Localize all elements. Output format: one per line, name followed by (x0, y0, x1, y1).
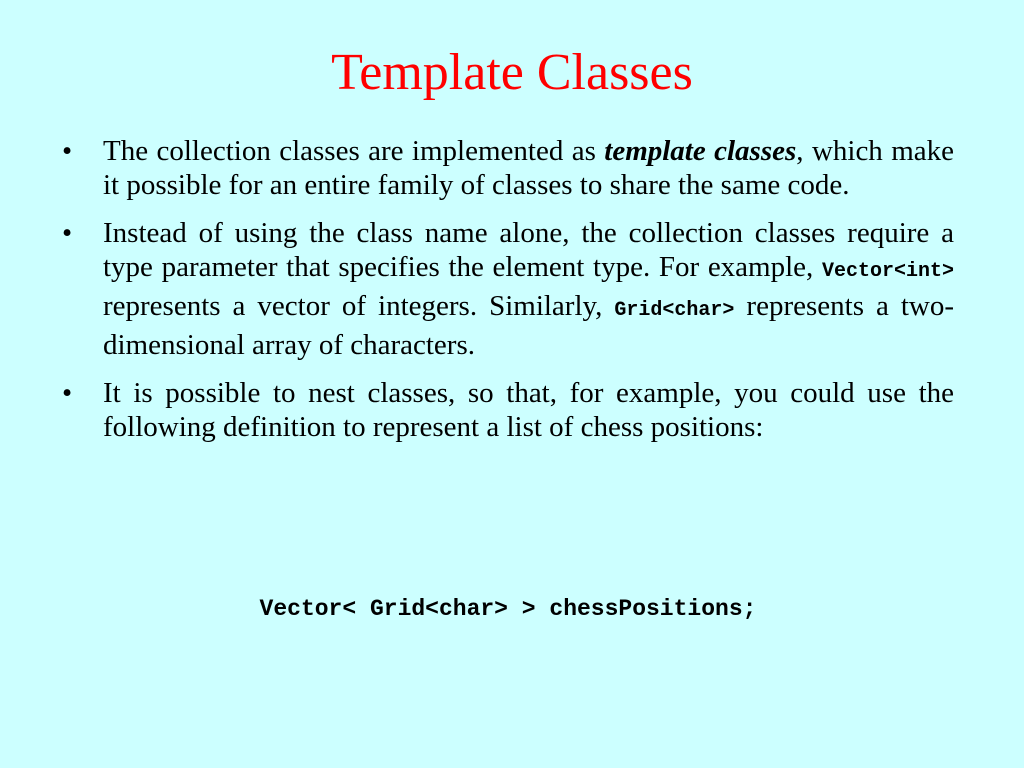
code-example: Vector< Grid<char> > chessPositions; (259, 596, 757, 622)
bullet-item (62, 376, 954, 444)
bullet-item (62, 134, 954, 202)
bullet-text: It is possible to nest classes, so that, for example, you could use the following definition to represent a list of chess positions: (103, 377, 954, 443)
inline-code: Vector<int> (821, 260, 954, 283)
bullet-icon: • (62, 217, 73, 249)
bullet-icon: • (62, 377, 73, 409)
bullet-icon: • (62, 135, 73, 167)
bullet-text: represents a two-dimensional array of characters. (103, 290, 954, 361)
bullet-list (62, 134, 954, 458)
bullet-text: The collection classes are implemented as (103, 135, 605, 167)
inline-code: Grid<char> (614, 299, 735, 322)
bullet-text: represents a vector of integers. Similarly, (103, 290, 615, 322)
bullet-text: , which make it possible for an entire family of classes to share the same code. (103, 135, 954, 201)
bullet-text: Instead of using the class name alone, the collection classes require a type parameter that specifies the element type. For example, (103, 217, 954, 283)
bullet-emphasis: template classes (604, 135, 797, 167)
bullet-item (62, 216, 954, 362)
slide-title: Template Classes (331, 44, 693, 101)
